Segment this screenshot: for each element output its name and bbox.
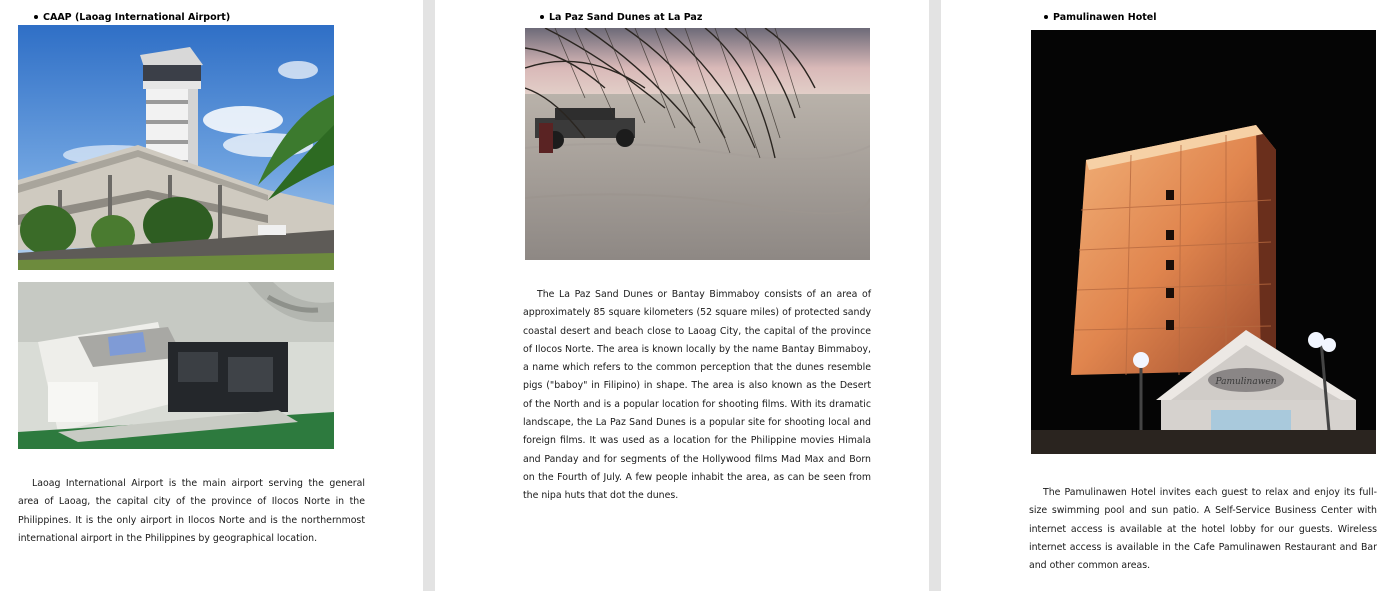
sand-dunes-photo [525,28,870,260]
heading-text: La Paz Sand Dunes at La Paz [549,12,703,23]
heading-text: CAAP (Laoag International Airport) [43,12,231,23]
hotel-night-photo [1031,30,1376,454]
bullet-icon [1044,15,1048,19]
page-gutter [423,0,435,591]
document-page-2 [435,0,929,591]
airport-tower-photo [18,25,334,270]
bullet-icon [34,15,38,19]
hotel-sign-text: Pamulinawen [1215,377,1277,387]
section-heading-airport [34,12,230,23]
hotel-paragraph: The Pamulinawen Hotel invites each guest to relax and enjoy its full-size swimming pool and sun patio. A Self-Service Business Center with internet access is available at the hotel lobby for our guests. Wireless internet access is available in the Cafe Pamulinawen Restaurant and Bar and other common areas. [1029,487,1377,572]
airport-paragraph: Laoag International Airport is the main airport serving the general area of Laoag, the capital city of the province of Ilocos Norte in the Philippines. It is the only airport in Ilocos Norte and is the northernmost international airport in the Philippines by geographical location. [18,478,365,544]
section-heading-sand-dunes [540,12,702,23]
generator-room-photo [18,282,334,449]
document-page-1 [0,0,423,591]
sand-dunes-paragraph: The La Paz Sand Dunes or Bantay Bimmaboy consists of an area of approximately 85 square kilometers (52 square miles) of protected sandy coastal desert and beach close to Laoag City, the capital of the province of Ilocos Norte. The area is known locally by the name Bantay Bimmaboy, a name which refers to the common perception that the dunes resemble pigs ("baboy" in Filipino) in shape. The area is also known as the Desert of the North and is a popular location for shooting films. With its dramatic landscape, the La Paz Sand Dunes is a popular site for shooting local and foreign films. It was used as a location for the Philippine movies Himala and Panday and for segments of the Hollywood films Mad Max and Born on the Fourth of July. A few people inhabit the area, as can be seen from the nipa huts that dot the dunes. [523,289,871,502]
section-heading-hotel [1044,12,1156,23]
document-page-3 [941,0,1388,591]
heading-text: Pamulinawen Hotel [1053,12,1157,23]
page-gutter [929,0,941,591]
bullet-icon [540,15,544,19]
